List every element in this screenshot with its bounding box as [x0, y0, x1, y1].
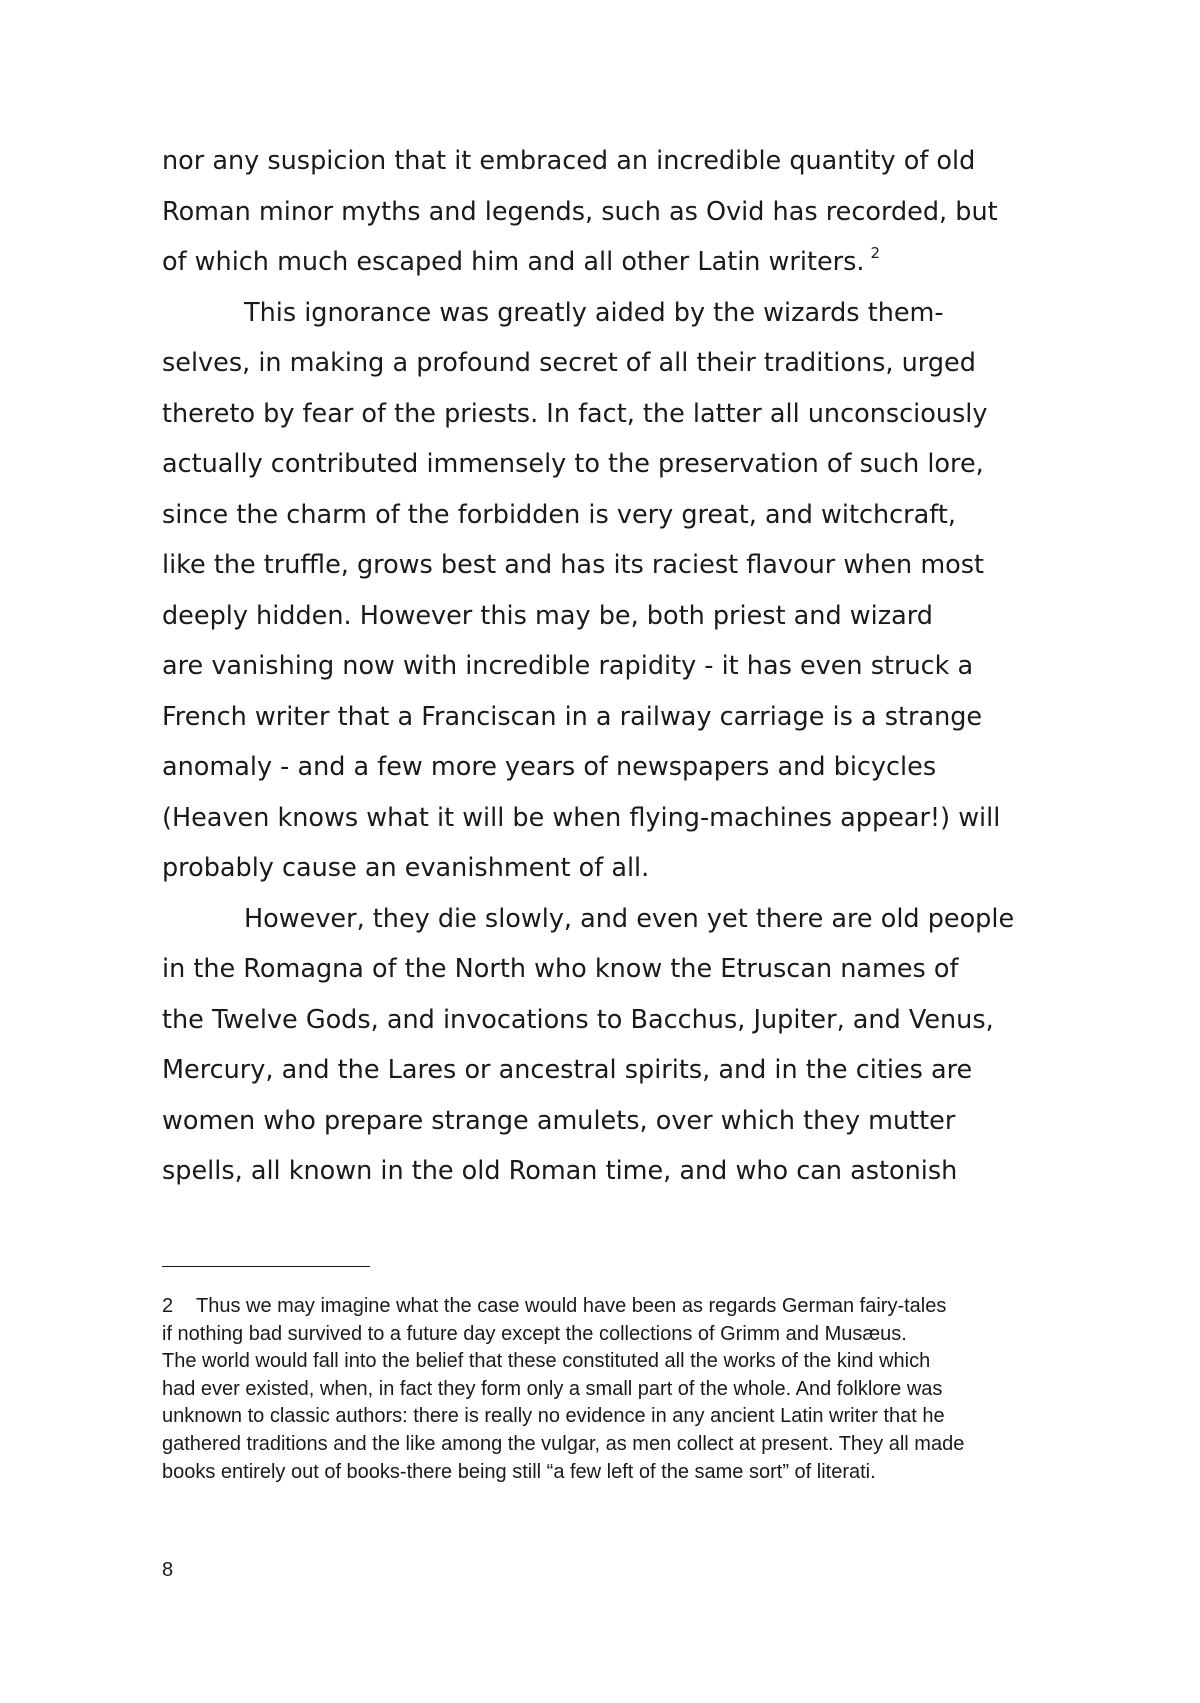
page-number: 8	[162, 1559, 174, 1581]
text-line-content: of which much escaped him and all other Latin writers.	[162, 247, 865, 277]
text-line: nor any suspicion that it embraced an incredible quantity of old	[162, 146, 976, 176]
text-line: women who prepare strange amulets, over which they mutter	[162, 1105, 956, 1136]
text-line: (Heaven knows what it will be when flying-machines appear!) will	[162, 802, 1001, 833]
footnote-line	[162, 1293, 1062, 1321]
text-line: selves, in making a profound secret of all their traditions, urged	[162, 348, 976, 378]
paragraph-start: This ignorance was greatly aided by the wizards them-	[244, 297, 944, 328]
footnote-line: gathered traditions and the like among the vulgar, as men collect at present. They all made	[162, 1432, 965, 1455]
footnote-line: The world would fall into the belief that these constituted all the works of the kind which	[162, 1350, 931, 1373]
footnote-reference[interactable]: 2	[870, 244, 881, 262]
footnote-line-text: Thus we may imagine what the case would have been as regards German fairy-tales	[196, 1295, 947, 1317]
text-line: are vanishing now with incredible rapidity - it has even struck a	[162, 651, 974, 681]
footnote-line: books entirely out of books-there being still “a few left of the same sort” of literati.	[162, 1460, 876, 1483]
text-line: like the truffle, grows best and has its raciest flavour when most	[162, 550, 985, 580]
text-line: anomaly - and a few more years of newspapers and bicycles	[162, 752, 937, 782]
text-line: spells, all known in the old Roman time, and who can astonish	[162, 1156, 958, 1186]
footnote-line: had ever existed, when, in fact they form only a small part of the whole. And folklore was	[162, 1377, 943, 1400]
footnote-line: if nothing bad survived to a future day except the collections of Grimm and Musæus.	[162, 1322, 907, 1345]
footnote-number: 2	[162, 1295, 174, 1317]
text-line: actually contributed immensely to the preservation of such lore,	[162, 449, 984, 479]
text-line: since the charm of the forbidden is very great, and witchcraft,	[162, 499, 956, 530]
footnote-line: unknown to classic authors: there is really no evidence in any ancient Latin writer that he	[162, 1405, 945, 1428]
text-line: probably cause an evanishment of all.	[162, 853, 650, 883]
text-line: deeply hidden. However this may be, both priest and wizard	[162, 600, 933, 631]
text-line: Roman minor myths and legends, such as Ovid has recorded, but	[162, 196, 998, 227]
footnote	[162, 1293, 1062, 1486]
text-line	[162, 237, 1042, 288]
main-text	[162, 136, 1042, 1197]
text-line: Mercury, and the Lares or ancestral spirits, and in the cities are	[162, 1055, 973, 1085]
text-line: French writer that a Franciscan in a railway carriage is a strange	[162, 701, 983, 732]
paragraph-start: However, they die slowly, and even yet there are old people	[244, 903, 1015, 934]
text-line: thereto by fear of the priests. In fact, the latter all unconsciously	[162, 398, 988, 429]
footnote-separator	[162, 1266, 370, 1267]
text-line: the Twelve Gods, and invocations to Bacchus, Jupiter, and Venus,	[162, 1004, 994, 1035]
text-line: in the Romagna of the North who know the Etruscan names of	[162, 954, 959, 984]
